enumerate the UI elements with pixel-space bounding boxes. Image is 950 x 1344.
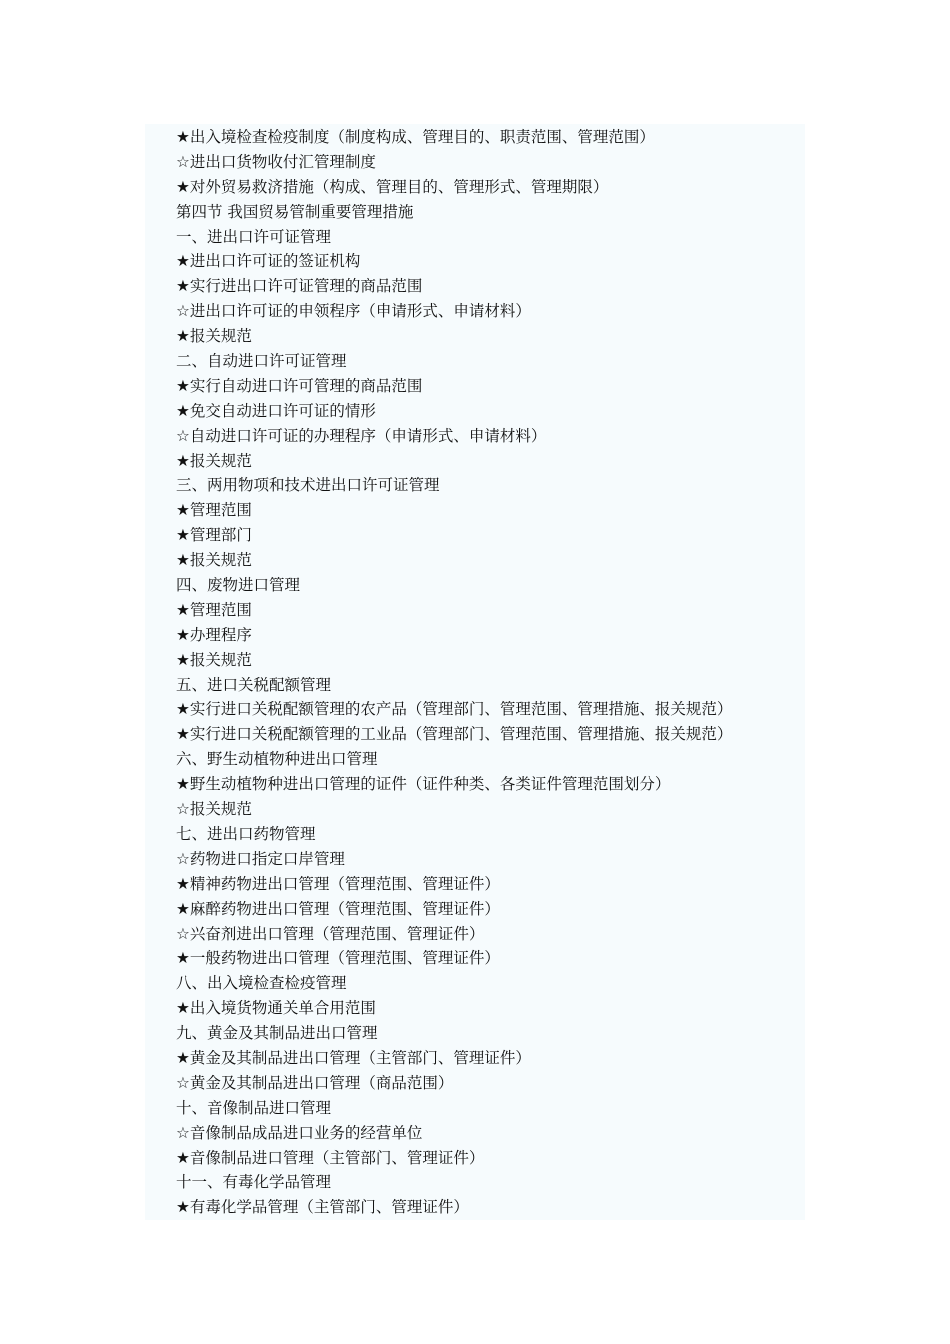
document-line: ★实行进口关税配额管理的工业品（管理部门、管理范围、管理措施、报关规范） <box>176 725 733 744</box>
document-line: 四、废物进口管理 <box>176 576 301 595</box>
document-line: 二、自动进口许可证管理 <box>176 352 347 371</box>
document-line: ☆报关规范 <box>176 800 252 819</box>
document-line: ★报关规范 <box>176 327 252 346</box>
document-line: ★精神药物进出口管理（管理范围、管理证件） <box>176 874 500 893</box>
document-line: 九、黄金及其制品进出口管理 <box>176 1024 378 1043</box>
document-line: ★管理范围 <box>176 501 252 520</box>
document-line: ★实行自动进口许可管理的商品范围 <box>176 376 423 395</box>
document-line: 一、进出口许可证管理 <box>176 227 332 246</box>
document-line: ★有毒化学品管理（主管部门、管理证件） <box>176 1198 469 1217</box>
document-line: 八、出入境检查检疫管理 <box>176 974 347 993</box>
document-line: 第四节 我国贸易管制重要管理措施 <box>176 202 414 221</box>
document-line: ★报关规范 <box>176 551 252 570</box>
document-line: ★出入境检查检疫制度（制度构成、管理目的、职责范围、管理范围） <box>176 128 655 146</box>
document-line: ★麻醉药物进出口管理（管理范围、管理证件） <box>176 899 500 918</box>
document-line: ★野生动植物种进出口管理的证件（证件种类、各类证件管理范围划分） <box>176 775 671 794</box>
document-body <box>176 125 796 1220</box>
document-line: ☆进出口许可证的申领程序（申请形式、申请材料） <box>176 302 531 321</box>
document-line: ★报关规范 <box>176 451 252 470</box>
document-line: ★进出口许可证的签证机构 <box>176 252 361 271</box>
document-line: ★免交自动进口许可证的情形 <box>176 401 376 420</box>
document-line: 三、两用物项和技术进出口许可证管理 <box>176 476 440 495</box>
document-line: ★管理范围 <box>176 600 252 619</box>
document-line: ★黄金及其制品进出口管理（主管部门、管理证件） <box>176 1048 531 1067</box>
document-line: ☆进出口货物收付汇管理制度 <box>176 152 376 171</box>
document-line: 七、进出口药物管理 <box>176 824 316 843</box>
document-line: ★出入境货物通关单合用范围 <box>176 999 376 1018</box>
document-line: ★一般药物进出口管理（管理范围、管理证件） <box>176 949 500 968</box>
document-line: ☆黄金及其制品进出口管理（商品范围） <box>176 1073 454 1092</box>
document-line: ★报关规范 <box>176 650 252 669</box>
document-line: 六、野生动植物种进出口管理 <box>176 750 378 769</box>
document-line: 十一、有毒化学品管理 <box>176 1173 332 1192</box>
document-line: ★实行进口关税配额管理的农产品（管理部门、管理范围、管理措施、报关规范） <box>176 700 733 719</box>
document-line: ☆音像制品成品进口业务的经营单位 <box>176 1123 423 1142</box>
document-line: ★办理程序 <box>176 625 252 644</box>
document-line: ☆兴奋剂进出口管理（管理范围、管理证件） <box>176 924 485 943</box>
document-line: 十、音像制品进口管理 <box>176 1098 332 1117</box>
document-line: ☆自动进口许可证的办理程序（申请形式、申请材料） <box>176 426 547 445</box>
document-line: ★管理部门 <box>176 526 252 545</box>
document-line: ★实行进出口许可证管理的商品范围 <box>176 277 423 296</box>
document-line: ★音像制品进口管理（主管部门、管理证件） <box>176 1148 485 1167</box>
document-line: ★对外贸易救济措施（构成、管理目的、管理形式、管理期限） <box>176 177 609 196</box>
document-line: ☆药物进口指定口岸管理 <box>176 849 345 868</box>
document-line: 五、进口关税配额管理 <box>176 675 332 694</box>
